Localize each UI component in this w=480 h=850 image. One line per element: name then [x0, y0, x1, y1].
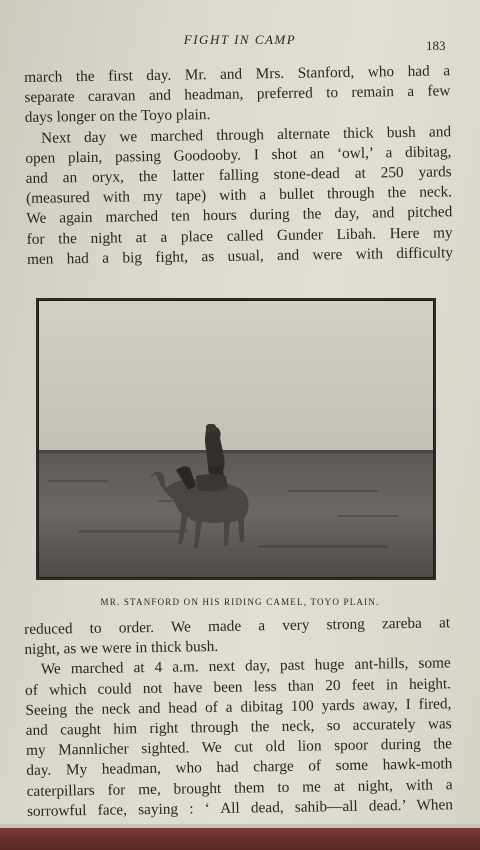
paragraph [25, 122, 453, 270]
book-cover-edge [0, 828, 480, 850]
running-title: FIGHT IN CAMP [183, 32, 297, 47]
text-line: and an oryx, the latter falling stone-dead at 250 yards [25, 163, 452, 188]
text-line: men had a big fight, as usual, and were with difficulty [26, 244, 454, 268]
text-line: open plain, passing Goodooby. I shot an ‘owl,’ a dibitag, [25, 143, 452, 167]
paragraph [25, 654, 453, 822]
sky [38, 300, 434, 452]
text-line: for the night at a place called Gunder Libah. Here my [26, 223, 453, 248]
text-line: day. My headman, who had charge of some hawk-moth [26, 755, 453, 780]
top-text-block [24, 61, 453, 270]
figure-caption: MR. STANFORD ON HIS RIDING CAMEL, TOYO PLAIN. [100, 597, 380, 607]
camel-rider-photo [38, 300, 434, 578]
text-line: caterpillars for me, brought them to me at night, with a [26, 775, 453, 800]
text-line: Next day we marched through alternate thick bush and [40, 122, 452, 147]
text-line: Seeing the neck and head of a dibitag 100 yards away, I fired, [25, 695, 452, 719]
text-line: night, as we were in thick bush. [24, 638, 219, 659]
text-line: (measured with my tape) with a bullet through the neck. [25, 183, 453, 208]
paragraph [24, 61, 451, 128]
text-line: my Mannlicher sighted. We cut old lion spoor during the [25, 735, 453, 760]
text-line: We marched at 4 a.m. next day, past huge ant-hills, some [40, 654, 451, 679]
photograph-frame [36, 298, 436, 580]
text-line: separate caravan and headman, preferred to remain a few [24, 82, 451, 107]
horizon-line [38, 450, 434, 453]
text-line: days longer on the Toyo plain. [24, 106, 211, 127]
page-number: 183 [426, 38, 446, 53]
text-line: march the first day. Mr. and Mrs. Stanford, who had a [24, 62, 451, 86]
text-line: and caught him right through the neck, so accurately was [25, 715, 452, 740]
bottom-text-block [24, 613, 453, 822]
photograph [38, 300, 434, 578]
text-line: of which could not have been less than 20 feet in height. [24, 674, 452, 699]
text-line: We again marched ten hours during the day, and pitched [26, 203, 453, 228]
paragraph [24, 613, 451, 660]
text-line: sorrowful face, saying : ‘ All dead, sahib—all dead.’ When [26, 796, 454, 820]
text-line: reduced to order. We made a very strong zareba at [24, 614, 451, 638]
